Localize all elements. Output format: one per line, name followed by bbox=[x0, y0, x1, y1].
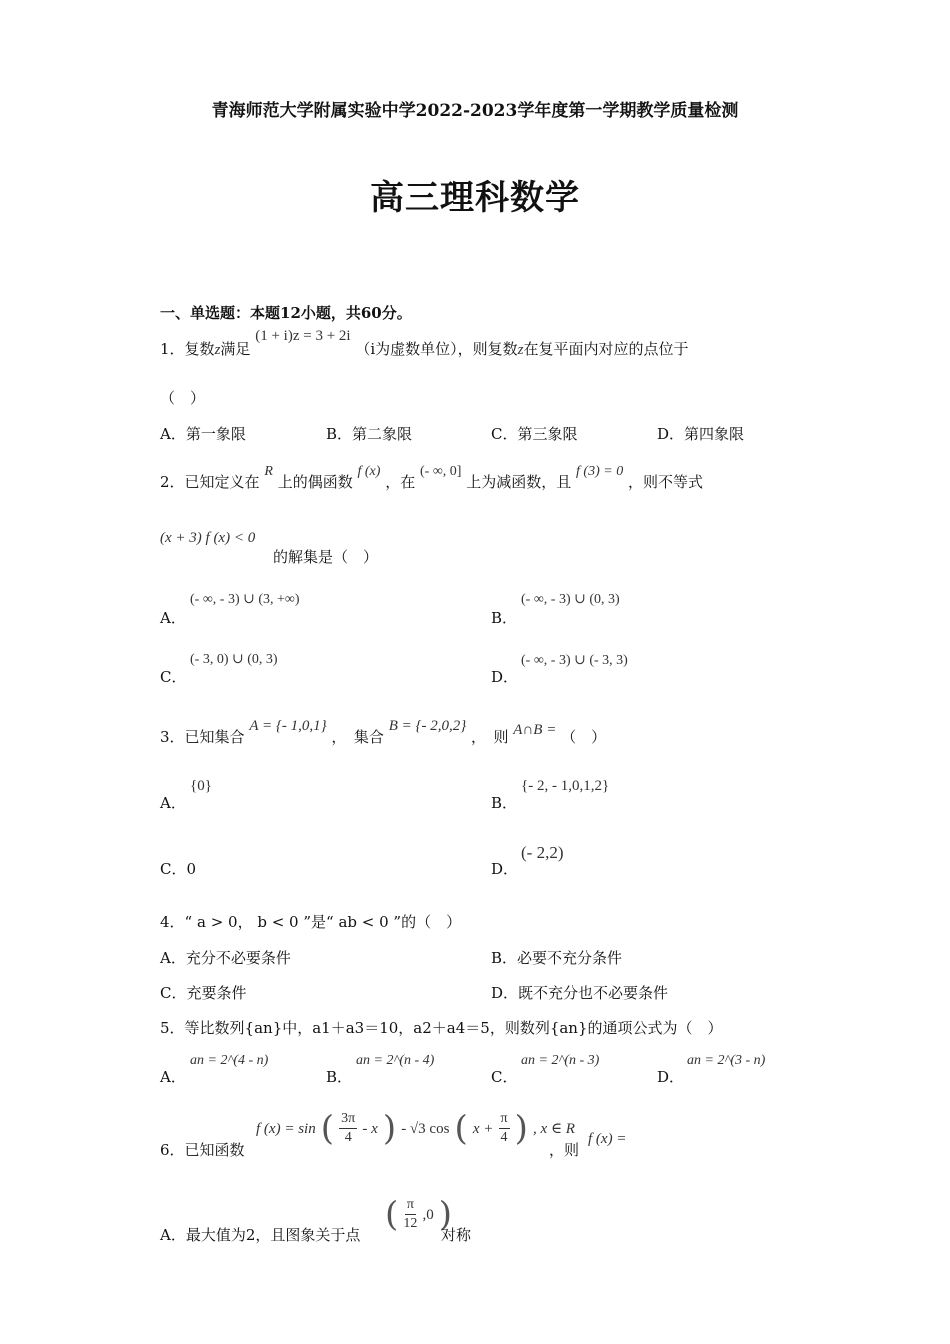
function-formula: f (x) = sin ( $\frac{3\pi}{4}$ - x ) - √3 cos ( x + $\frac{\pi}{4}$ ) , x ∈ R bbox=[256, 1108, 575, 1149]
section-heading: 一、单选题：本题12小题，共60分。 bbox=[160, 304, 412, 322]
option-a-formula: (- ∞, - 3) ∪ (3, +∞) bbox=[190, 592, 300, 607]
question-number: 5． bbox=[160, 1019, 185, 1037]
option-a-formula: {0} bbox=[190, 778, 212, 794]
fraction-pi-12: $\frac{\pi}{12}$ bbox=[403, 1197, 418, 1231]
option-a-tail: 对称 bbox=[441, 1226, 472, 1244]
question-number: 6． bbox=[160, 1141, 185, 1159]
option-b[interactable]: B．第二象限 bbox=[326, 425, 413, 443]
question-5: 5．等比数列{an}中，a1＋a3＝10，a2＋a4＝5，则数列{an}的通项公式为（ ） bbox=[160, 1019, 723, 1037]
answer-paren: （ ） bbox=[160, 389, 206, 407]
question-2-tail: 的解集是（ ） bbox=[273, 548, 379, 566]
question-number: 3． bbox=[160, 728, 185, 746]
option-c[interactable]: C．充要条件 bbox=[160, 984, 247, 1002]
fraction-3pi-4: $\frac{3\pi}{4}$ bbox=[341, 1111, 356, 1145]
option-a[interactable]: A．第一象限 bbox=[160, 425, 246, 443]
option-b-formula: an = 2^(n - 4) bbox=[356, 1053, 435, 1068]
option-a[interactable]: A． bbox=[160, 609, 186, 627]
option-b[interactable]: B． bbox=[491, 794, 518, 812]
option-a-formula: an = 2^(4 - n) bbox=[190, 1053, 269, 1068]
option-c[interactable]: C． bbox=[160, 668, 187, 686]
option-b-formula: {- 2, - 1,0,1,2} bbox=[521, 778, 610, 794]
option-a[interactable]: A．最大值为2，且图象关于点 bbox=[160, 1226, 361, 1244]
option-a[interactable]: A． bbox=[160, 794, 186, 812]
option-a[interactable]: A． bbox=[160, 1068, 186, 1086]
question-2: 2．已知定义在 R 上的偶函数 f (x) ，在 (- ∞, 0] 上为减函数，且 f (3) = 0 ，则不等式 bbox=[160, 464, 704, 491]
point-formula: ( $\frac{\pi}{12}$ ,0 ) bbox=[385, 1194, 453, 1235]
option-d[interactable]: D．第四象限 bbox=[657, 425, 745, 443]
option-b[interactable]: B． bbox=[326, 1068, 353, 1086]
question-number: 2． bbox=[160, 473, 185, 491]
option-c[interactable]: C．0 bbox=[160, 860, 197, 878]
fx-equals: f (x) = bbox=[588, 1131, 627, 1147]
option-b[interactable]: B．必要不充分条件 bbox=[491, 949, 623, 967]
option-b-formula: (- ∞, - 3) ∪ (0, 3) bbox=[521, 592, 620, 607]
option-c[interactable]: C．第三象限 bbox=[491, 425, 578, 443]
question-6-tail: ，则 bbox=[549, 1141, 580, 1159]
option-d[interactable]: D．既不充分也不必要条件 bbox=[491, 984, 669, 1002]
option-d[interactable]: D． bbox=[657, 1068, 685, 1086]
question-1: 1．复数z满足 (1 + i)z = 3 + 2i （i为虚数单位），则复数z在复平面内对应的点位于 bbox=[160, 328, 689, 358]
inequality: (x + 3) f (x) < 0 bbox=[160, 530, 256, 546]
option-d-formula: an = 2^(3 - n) bbox=[687, 1053, 766, 1068]
question-6: 6．已知函数 bbox=[160, 1141, 245, 1159]
question-4: 4．“ a > 0， b < 0 ”是“ ab < 0 ”的（ ） bbox=[160, 913, 462, 931]
formula: (1 + i)z = 3 + 2i bbox=[255, 328, 351, 344]
exam-title: 高三理科数学 bbox=[370, 178, 580, 218]
option-c-formula: an = 2^(n - 3) bbox=[521, 1053, 600, 1068]
option-a[interactable]: A．充分不必要条件 bbox=[160, 949, 291, 967]
option-c-formula: (- 3, 0) ∪ (0, 3) bbox=[190, 652, 278, 667]
option-d-formula: (- ∞, - 3) ∪ (- 3, 3) bbox=[521, 653, 628, 668]
question-number: 1． bbox=[160, 340, 185, 358]
question-number: 4． bbox=[160, 913, 185, 931]
option-c[interactable]: C． bbox=[491, 1068, 518, 1086]
school-header: 青海师范大学附属实验中学2022-2023学年度第一学期教学质量检测 bbox=[211, 101, 739, 121]
option-d[interactable]: D． bbox=[491, 668, 519, 686]
option-d[interactable]: D． bbox=[491, 860, 519, 878]
option-d-formula: (- 2,2) bbox=[521, 843, 564, 862]
question-3: 3．已知集合 A = {- 1,0,1} ， 集合 B = {- 2,0,2} ， 则 A∩B = （ ） bbox=[160, 718, 607, 746]
fraction-pi-4: $\frac{\pi}{4}$ bbox=[500, 1111, 508, 1145]
option-b[interactable]: B． bbox=[491, 609, 518, 627]
